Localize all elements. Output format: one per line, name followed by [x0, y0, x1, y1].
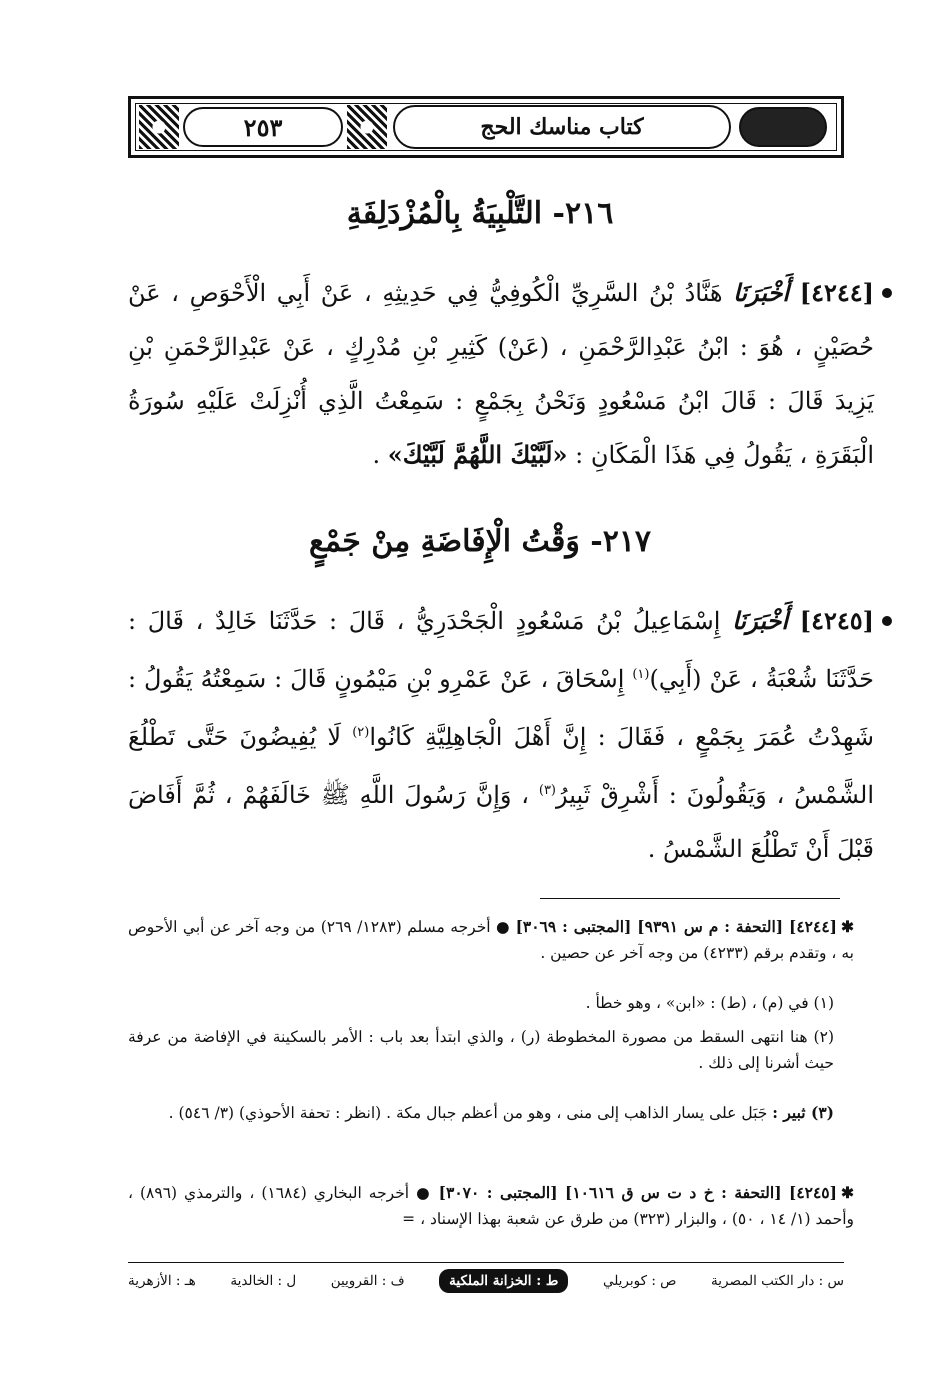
footnote-ref: (٢) — [352, 725, 370, 740]
footnote-text: ● أخرجه البخاري (١٦٨٤) ، والترمذي (٨٩٦) ، وأحمد (١/ ١٤ ، ٥٠) ، والبزار (٣٢٣) من طرق عن شعبة بهذا الإسناد ، = — [128, 1184, 854, 1228]
publisher-emblem — [739, 107, 827, 147]
page-number: ٢٥٣ — [183, 107, 343, 147]
hadith-text: لَا يُفِيضُونَ حَتَّى تَطْلُعَ الشَّمْسُ ، وَيَقُولُونَ : أَشْرِقْ ثَبِيرُ — [128, 723, 874, 809]
legend-item: ص : كوبريلي — [602, 1273, 677, 1289]
hadith-4245 — [128, 594, 874, 876]
ornament-icon — [139, 105, 179, 149]
legend-item-highlighted: ط : الخزانة الملكية — [439, 1269, 568, 1293]
bullet-icon — [882, 288, 892, 298]
legend-item: ف : القرويين — [330, 1273, 405, 1289]
hadith-end: . — [372, 441, 388, 469]
footnote-4245 — [128, 1180, 854, 1232]
hadith-number: [٤٢٤٥] — [799, 606, 874, 635]
chapter-title: ٢١٦- التَّلْبِيَةُ بِالْمُزْدَلِفَةِ — [346, 196, 614, 231]
footnote-1: (١) في (م) ، (ط) : «ابن» ، وهو خطأ . — [585, 994, 834, 1012]
page-header — [128, 96, 844, 158]
hadith-text: إِسْمَاعِيلُ بْنُ مَسْعُودٍ الْجَحْدَرِيُّ ، قَالَ : حَدَّثَنَا خَالِدٌ ، قَالَ : حَدَّثَنَا شُعْبَةُ ، عَنْ (أَبِي) — [128, 607, 874, 693]
footnote-ref: (٣) — [538, 783, 556, 798]
footnote-ref-label: [٤٢٤٥] [التحفة : خ د ت س ق ١٠٦١٦] [المجتبى : ٣٠٧٠] — [438, 1183, 837, 1202]
footnote-2: (٢) هنا انتهى السقط من مصورة المخطوطة (ر) ، والذي ابتدأ بعد باب : الأمر بالسكينة في الإفاضة من عرفة حيث أشرنا إلى ذلك . — [128, 1028, 834, 1072]
footnote-term: (٣) ثبير : — [772, 1103, 834, 1122]
chapter-title: ٢١٧- وَقْتُ الْإِفَاضَةِ مِنْ جَمْعٍ — [308, 524, 652, 559]
narration-formula: أَخْبَرَنَا — [732, 606, 789, 635]
ornament-icon — [347, 105, 387, 149]
hadith-text: هَنَّادُ بْنُ السَّرِيِّ الْكُوفِيُّ فِي حَدِيثِهِ ، عَنْ أَبِي الْأَحْوَصِ ، عَنْ حُصَيْنٍ ، هُوَ : ابْنُ عَبْدِالرَّحْمَنِ ، (عَنْ) كَثِيرِ بْنِ مُدْرِكٍ ، عَنْ عَبْدِالرَّحْمَنِ بْنِ يَزِيدَ قَالَ : قَالَ ابْنُ مَسْعُودٍ وَنَحْنُ بِجَمْعٍ : سَمِعْتُ الَّذِي أُنْزِلَتْ عَلَيْهِ سُورَةُ الْبَقَرَةِ ، يَقُولُ فِي هَذَا الْمَكَانِ : — [128, 279, 874, 469]
manuscript-legend — [128, 1262, 844, 1299]
bullet-icon — [882, 616, 892, 626]
footnote-3 — [128, 1100, 834, 1126]
footnote-text: ● أخرجه مسلم (١٢٨٣/ ٢٦٩) من وجه آخر عن أبي الأحوص به ، وتقدم برقم (٤٢٣٣) من وجه آخر عن حصين . — [128, 918, 854, 962]
talbiya-quote: «لَبَّيْكَ اللَّهُمَّ لَبَّيْكَ» — [387, 440, 568, 469]
legend-item: س : دار الكتب المصرية — [711, 1273, 844, 1289]
legend-item: ل : الخالدية — [230, 1273, 297, 1289]
hadith-text: ، وَإِنَّ رَسُولَ اللَّهِ ﷺ خَالَفَهُمْ ، ثُمَّ أَفَاضَ قَبْلَ أَنْ تَطْلُعَ الشَّمْسُ . — [128, 781, 874, 863]
narration-formula: أَخْبَرَنَا — [733, 278, 790, 307]
star-icon: ✱ — [841, 917, 855, 936]
footnote-divider — [540, 898, 840, 899]
footnote-ref-label: [٤٢٤٤] [التحفة : م س ٩٣٩١] [المجتبى : ٣٠٦٩] — [515, 917, 838, 936]
footnote-4244 — [128, 914, 854, 966]
star-icon: ✱ — [840, 1183, 854, 1202]
hadith-text: إِسْحَاقَ ، عَنْ عَمْرِو بْنِ مَيْمُونٍ قَالَ : سَمِعْتُهُ يَقُولُ : شَهِدْتُ عُمَرَ بِجَمْعٍ ، فَقَالَ : إِنَّ أَهْلَ الْجَاهِلِيَّةِ كَانُوا — [128, 665, 874, 751]
running-title: كتاب مناسك الحج — [393, 105, 731, 149]
footnote-text: جَبَل على يسار الذاهب إلى منى ، وهو من أعظم جبال مكة . (انظر : تحفة الأحوذي) (٣/ ٥٤٦) . — [168, 1104, 773, 1122]
hadith-number: [٤٢٤٤] — [799, 278, 874, 307]
hadith-4244 — [128, 266, 874, 482]
footnote-ref: (١) — [632, 667, 650, 682]
legend-item: هـ : الأزهرية — [128, 1273, 196, 1289]
